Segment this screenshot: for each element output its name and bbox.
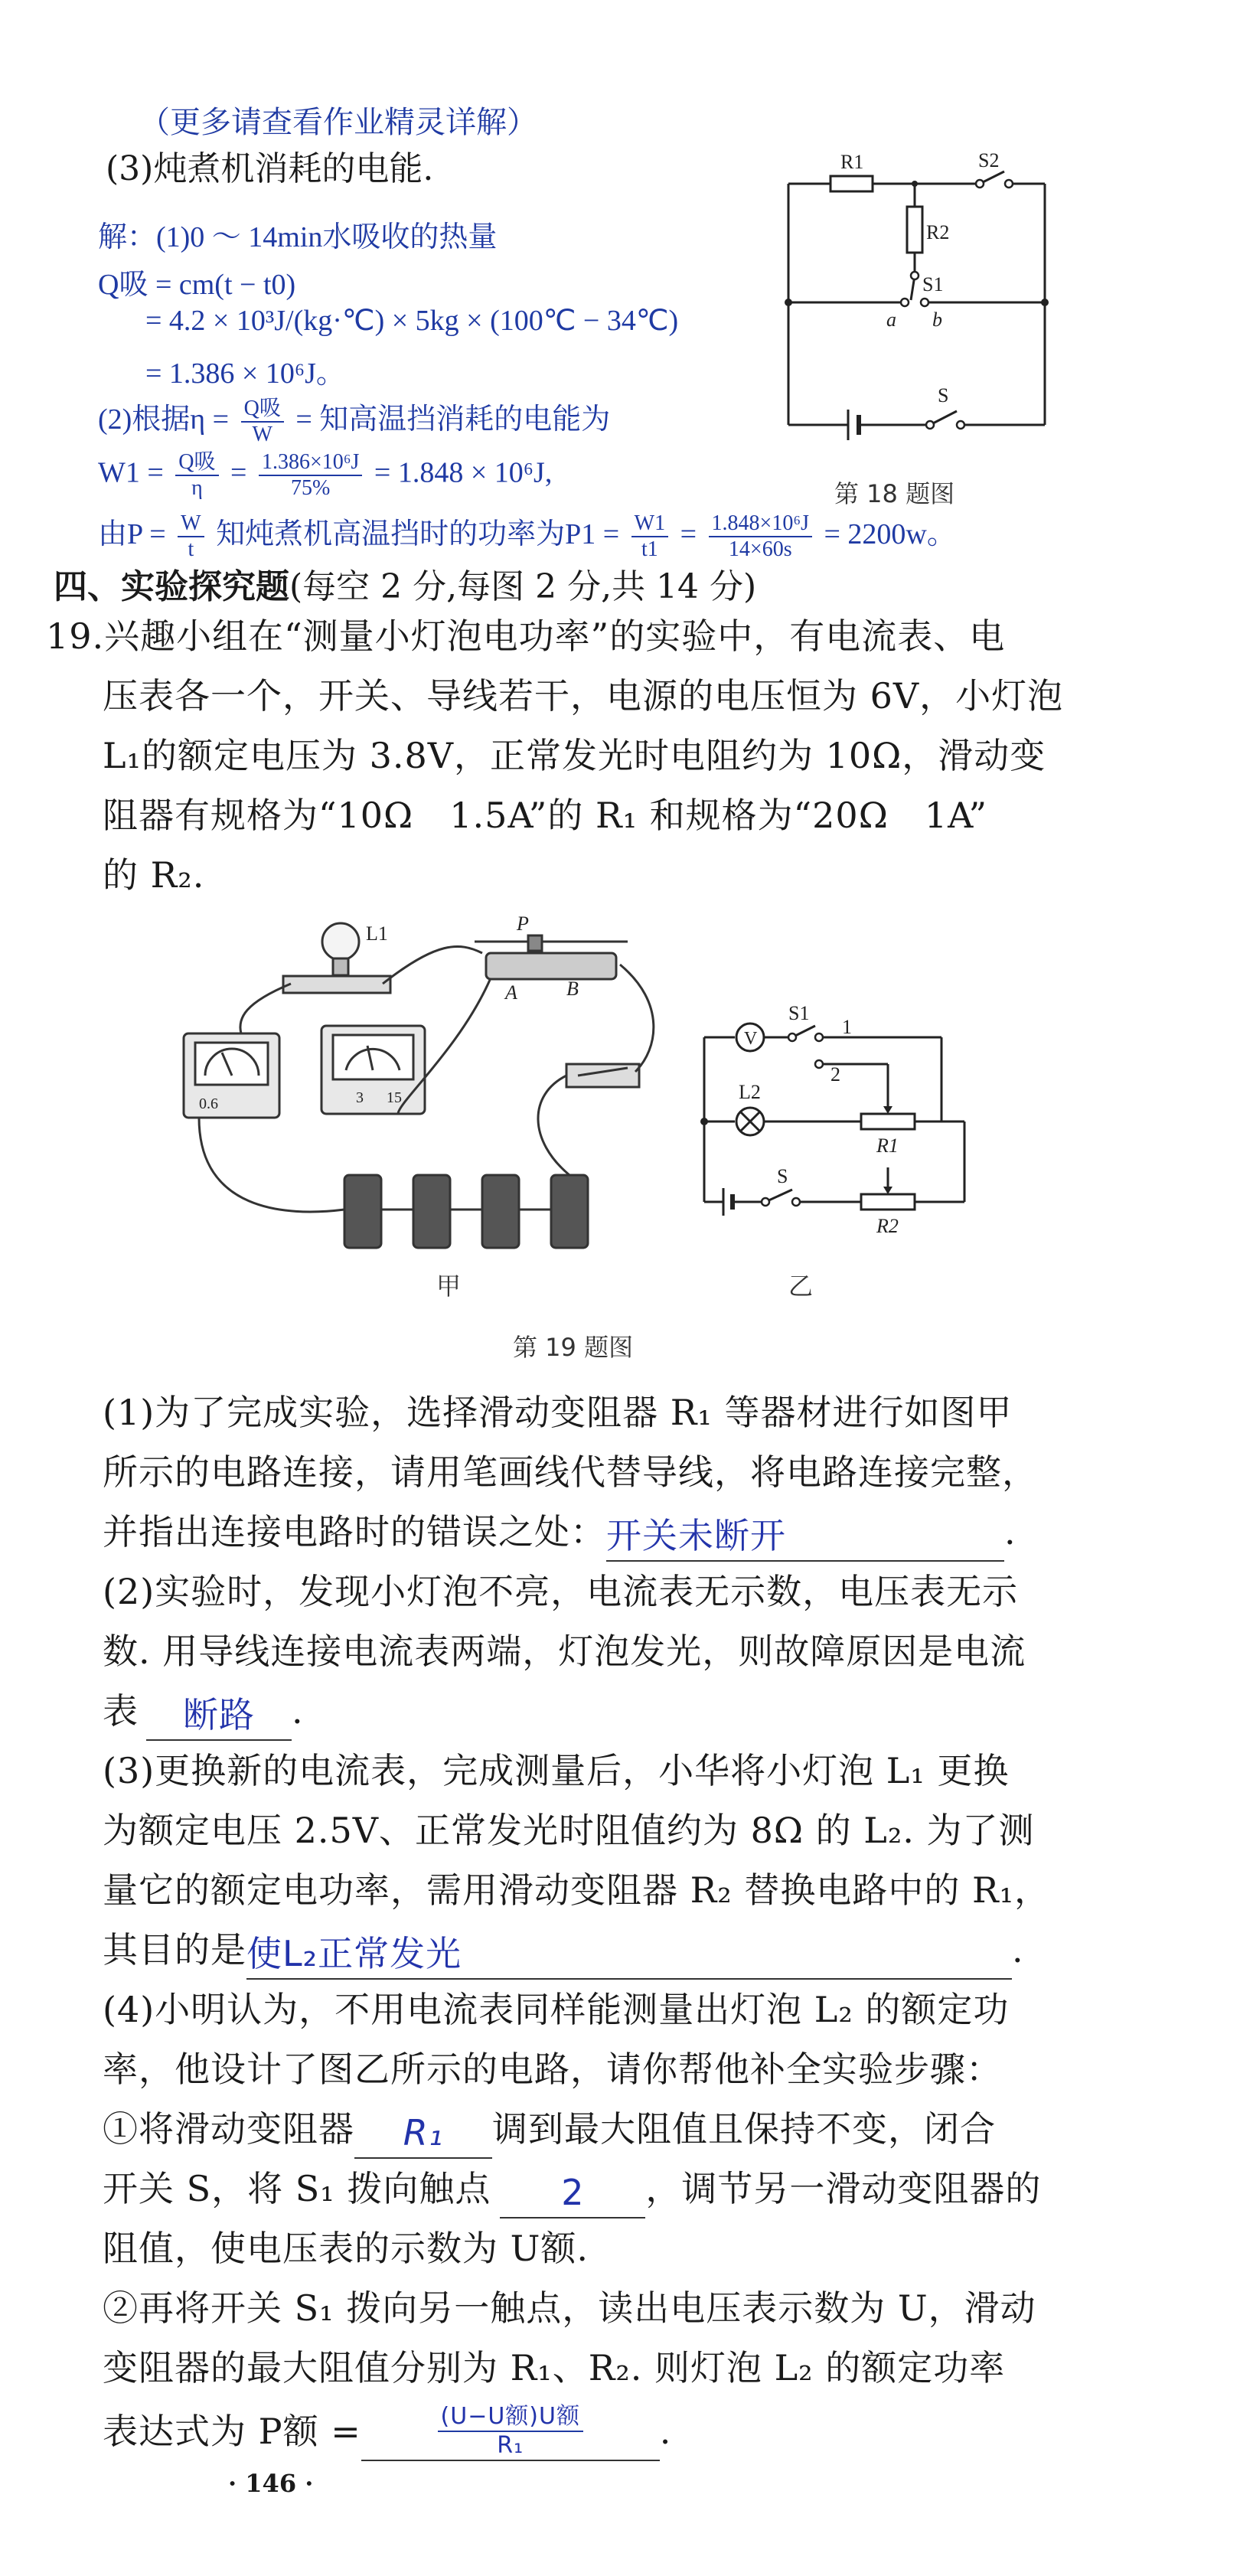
section-4-heading bbox=[54, 559, 756, 608]
part1-line: (1)为了完成实验，选择滑动变阻器 R₁ 等器材进行如图甲 bbox=[103, 1392, 1013, 1433]
answer-den: R₁ bbox=[497, 2432, 524, 2459]
label-s1: S1 bbox=[788, 1002, 810, 1024]
intro-line: L₁的额定电压为 3.8V，正常发光时电阻约为 10Ω，滑动变 bbox=[103, 735, 1046, 776]
q19-part-3: (3)更换新的电流表，完成测量后，小华将小灯泡 L₁ 更换 为额定电压 2.5V、正常发光时阻值约为 8Ω 的 L₂. 为了测 量它的额定电功率，需用滑动变阻器 R₂ 替换电路中的 R₁， 其目的是使L₂正常发光 . bbox=[103, 1741, 1050, 1980]
part1-line: 所示的电路连接，请用笔画线代替导线，将电路连接完整， bbox=[103, 1451, 1038, 1493]
label-3: 3 bbox=[356, 1089, 364, 1106]
line7-fraction-3 bbox=[709, 511, 812, 562]
label-s: S bbox=[777, 1165, 788, 1187]
label-15: 15 bbox=[387, 1089, 402, 1106]
label-p: P bbox=[517, 913, 529, 935]
part4-line: (4)小明认为，不用电流表同样能测量出灯泡 L₂ 的额定功 bbox=[103, 1989, 1010, 2030]
intro-line: 19.兴趣小组在“测量小灯泡电功率”的实验中，有电流表、电 bbox=[46, 615, 1006, 657]
part3-line: 为额定电压 2.5V、正常发光时阻值约为 8Ω 的 L₂. 为了测 bbox=[103, 1810, 1035, 1851]
part3-line: 量它的额定电功率，需用滑动变阻器 R₂ 替换电路中的 R₁， bbox=[103, 1869, 1051, 1911]
frac-num: W bbox=[178, 511, 204, 537]
label-s: S bbox=[938, 384, 949, 406]
frac-den: 75% bbox=[291, 476, 331, 500]
step1-answer-1: R₁ bbox=[354, 2108, 492, 2159]
line7-mid2: = bbox=[680, 518, 697, 550]
line5-post: = 知高温挡消耗的电能为 bbox=[295, 403, 611, 436]
section-title: 四、实验探究题 bbox=[54, 567, 289, 606]
part2-line: (2)实验时，发现小灯泡不亮，电流表无示数，电压表无示 bbox=[103, 1571, 1019, 1612]
answer-num: (U−U额)U额 bbox=[438, 2403, 583, 2432]
frac-num: 1.848×10⁶J bbox=[709, 511, 812, 537]
label-b: B bbox=[566, 978, 579, 1000]
q19-part-2: (2)实验时，发现小灯泡不亮，电流表无示数，电压表无示 数. 用导线连接电流表两端，灯泡发光，则故障原因是电流 表 断路 . bbox=[103, 1562, 1026, 1741]
part1-answer: 开关未断开 bbox=[606, 1511, 1004, 1562]
line5-fraction bbox=[241, 397, 284, 447]
solution-line-2: Q吸 = cm(t − t0) bbox=[98, 269, 296, 301]
q19-intro bbox=[46, 606, 1063, 905]
intro-line: 的 R₂. bbox=[103, 854, 205, 896]
part3-line: 其目的是 bbox=[103, 1929, 246, 1970]
solution-line-7 bbox=[98, 510, 956, 562]
solution-line-4: = 1.386 × 10⁶J。 bbox=[145, 358, 345, 390]
solution-line-5 bbox=[98, 395, 610, 447]
label-l1: L1 bbox=[366, 922, 388, 945]
step2-line: ②再将开关 S₁ 拨向另一触点，读出电压表示数为 U，滑动 bbox=[103, 2287, 1036, 2329]
line6-fraction-2 bbox=[259, 450, 362, 501]
frac-num: Q吸 bbox=[175, 450, 218, 476]
step1-text: ①将滑动变阻器 bbox=[103, 2108, 354, 2150]
label-0-6: 0.6 bbox=[199, 1095, 218, 1112]
part1-line: 并指出连接电路时的错误之处： bbox=[103, 1511, 606, 1552]
label-r1: R1 bbox=[840, 151, 864, 173]
solution-line-1: 解：(1)0 ～ 14min水吸收的热量 bbox=[98, 221, 498, 253]
figure-19-yi-label: 乙 bbox=[788, 1272, 814, 1301]
figure-19-caption: 第 19 题图 bbox=[513, 1333, 634, 1362]
solution-line-6 bbox=[98, 450, 552, 501]
solution-line-3: = 4.2 × 10³J/(kg·℃) × 5kg × (100℃ − 34℃) bbox=[145, 305, 679, 337]
line7-post: = 2200w。 bbox=[824, 518, 956, 550]
frac-num: 1.386×10⁶J bbox=[259, 450, 362, 476]
line7-mid: 知炖煮机高温挡时的功率为P1 = bbox=[216, 518, 620, 550]
step2-answer bbox=[361, 2398, 660, 2461]
part2-line: 表 bbox=[103, 1690, 139, 1732]
label-b: b bbox=[932, 309, 942, 331]
frac-den: W bbox=[252, 423, 272, 447]
line7-fraction-2 bbox=[631, 511, 668, 562]
part3-line: (3)更换新的电流表，完成测量后，小华将小灯泡 L₁ 更换 bbox=[103, 1750, 1010, 1791]
figure-19-jia-label: 甲 bbox=[436, 1272, 462, 1301]
frac-num: Q吸 bbox=[241, 397, 284, 423]
step1-answer-2: 2 bbox=[500, 2168, 645, 2218]
line7-pre: 由P = bbox=[98, 518, 166, 550]
label-contact-1: 1 bbox=[842, 1016, 852, 1038]
q19-part-1: (1)为了完成实验，选择滑动变阻器 R₁ 等器材进行如图甲 所示的电路连接，请用笔画线代替导线，将电路连接完整， 并指出连接电路时的错误之处：开关未断开 . bbox=[103, 1383, 1038, 1562]
step1-text: 阻值，使电压表的示数为 U额. bbox=[103, 2228, 589, 2269]
label-r2: R2 bbox=[876, 1215, 899, 1237]
part2-line: 数. 用导线连接电流表两端，灯泡发光，则故障原因是电流 bbox=[103, 1631, 1026, 1672]
label-r2: R2 bbox=[926, 221, 950, 243]
line6-mid: = bbox=[230, 456, 247, 489]
line5-pre: (2)根据η = bbox=[98, 403, 230, 436]
figure-19-schematic bbox=[689, 995, 1010, 1248]
part2-answer: 断路 bbox=[146, 1690, 292, 1741]
frac-num: W1 bbox=[631, 511, 668, 537]
label-l2: L2 bbox=[739, 1081, 761, 1103]
q19-part-4: (4)小明认为，不用电流表同样能测量出灯泡 L₂ 的额定功 率，他设计了图乙所示的电路，请你帮他补全实验步骤： ①将滑动变阻器 R₁ 调到最大阻值且保持不变，闭合 开关 S，将 S₁ 拨向触点 2 ，调节另一滑动变阻器的 阻值，使电压表的示数为 U额. ②再将开关 S₁ 拨向另一触点，读出电压表示数为 U，滑动 变阻器的最大阻值分别为 R₁、R₂. 则灯泡 L₂ 的额定功率 表达式为 P额 = $\frac{\text{(U−U额)U额}}{\text{R₁}}$ . bbox=[103, 1980, 1041, 2461]
step1-text: ，调节另一滑动变阻器的 bbox=[645, 2168, 1042, 2209]
label-v: V bbox=[744, 1029, 758, 1049]
line6-post: = 1.848 × 10⁶J, bbox=[374, 456, 553, 489]
part3-answer: 使L₂正常发光 bbox=[246, 1929, 1012, 1980]
figure-18-circuit bbox=[773, 145, 1064, 467]
step1-text: 调到最大阻值且保持不变，闭合 bbox=[492, 2108, 996, 2150]
label-s1: S1 bbox=[922, 273, 944, 295]
label-a: a bbox=[886, 309, 896, 331]
step2-text: 表达式为 P额 = bbox=[103, 2411, 361, 2452]
frac-den: 14×60s bbox=[728, 537, 792, 562]
header-note: （更多请查看作业精灵详解） bbox=[139, 105, 537, 140]
section-note: (每空 2 分,每图 2 分,共 14 分) bbox=[289, 567, 757, 606]
line7-fraction-1 bbox=[178, 511, 204, 562]
frac-den: t1 bbox=[641, 537, 658, 562]
label-r1: R1 bbox=[876, 1135, 899, 1157]
line6-pre: W1 = bbox=[98, 456, 164, 489]
step1-text: 开关 S，将 S₁ 拨向触点 bbox=[103, 2168, 491, 2209]
frac-den: η bbox=[191, 476, 203, 500]
page-number: · 146 · bbox=[228, 2469, 314, 2498]
q3-prompt: (3)炖煮机消耗的电能. bbox=[106, 149, 434, 188]
label-contact-2: 2 bbox=[830, 1063, 840, 1086]
line6-fraction-1 bbox=[175, 450, 218, 501]
label-a: A bbox=[505, 981, 517, 1004]
intro-line: 压表各一个，开关、导线若干，电源的电压恒为 6V，小灯泡 bbox=[103, 675, 1064, 717]
figure-18-caption: 第 18 题图 bbox=[834, 479, 955, 508]
label-s2: S2 bbox=[978, 149, 1000, 171]
step2-line: 变阻器的最大阻值分别为 R₁、R₂. 则灯泡 L₂ 的额定功率 bbox=[103, 2347, 1006, 2388]
figure-19-apparatus bbox=[168, 911, 689, 1263]
intro-line: 阻器有规格为“10Ω 1.5A”的 R₁ 和规格为“20Ω 1A” bbox=[103, 795, 988, 836]
part4-line: 率，他设计了图乙所示的电路，请你帮他补全实验步骤： bbox=[103, 2049, 1002, 2090]
frac-den: t bbox=[188, 537, 194, 562]
